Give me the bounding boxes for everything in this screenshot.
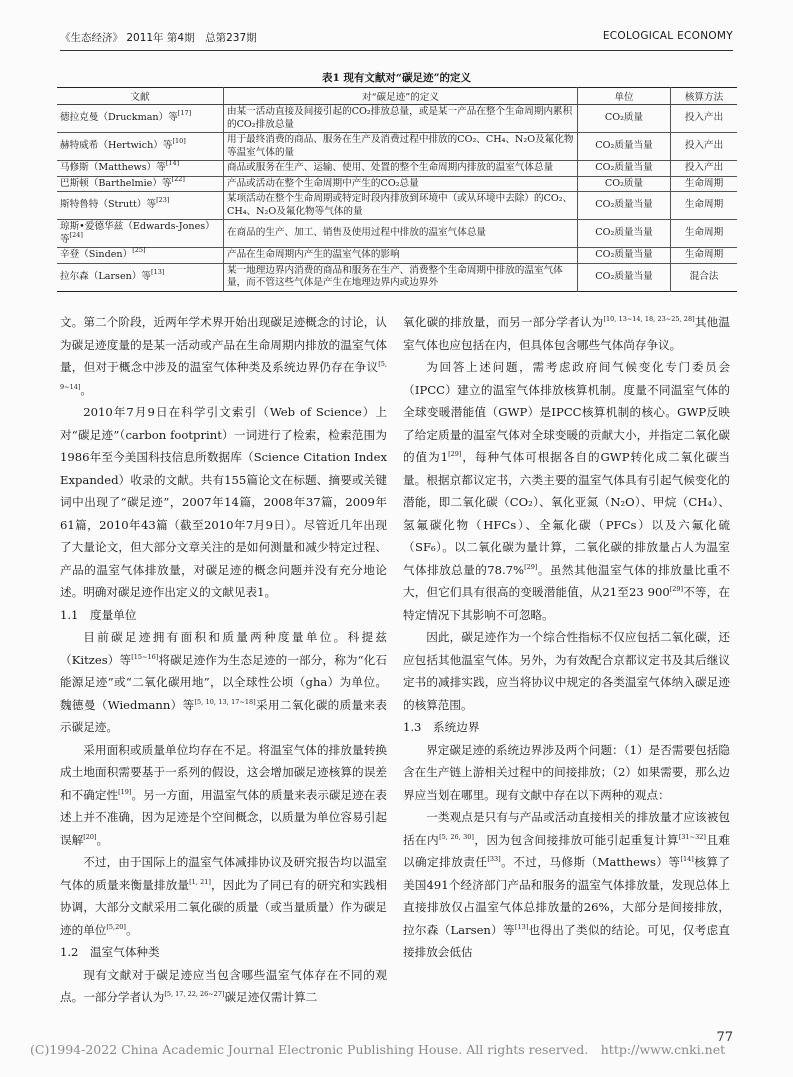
cell-unit: CO₂质量当量 [578, 263, 671, 291]
cell-method: 生命周期 [671, 192, 738, 220]
cell-unit: CO₂质量当量 [578, 192, 671, 220]
paragraph: 界定碳足迹的系统边界涉及两个问题：（1）是否需要包括隐含在生产链上游相关过程中的间接排放；（2）如果需要，那么边界应当划在哪里。现有文献中存在以下两种的观点： [403, 742, 730, 802]
citation: [13] [514, 922, 529, 931]
table-row [57, 133, 737, 161]
citation: [17] [177, 109, 192, 118]
cell-definition: 商品或服务在生产、运输、使用、处置的整个生命周期内排放的温室气体总量 [224, 161, 578, 177]
cell-reference: 辛登（Sinden）[25] [57, 248, 224, 264]
citation: [5, 17, 22, 26~27] [164, 990, 225, 998]
cell-unit: CO₂质量 [578, 176, 671, 192]
citation: [23] [156, 196, 170, 205]
citation: [29] [448, 450, 462, 458]
paragraph: 文。第二个阶段，近两年学术界开始出现碳足迹概念的讨论，认为碳足迹度量的是某一活动或产品在生命周期内排放的温室气体量，但对于概念中涉及的温室气体种类及系统边界仍存在争议[5, 9~14]。 [60, 315, 387, 397]
citation: [24] [69, 230, 83, 239]
section-heading: 1.2 温室气体种类 [60, 945, 160, 959]
cell-reference: 马修斯（Matthews）等[14] [57, 161, 224, 177]
section-heading: 1.1 度量单位 [60, 607, 137, 622]
table-header-row [57, 88, 737, 105]
page-number: 77 [716, 1030, 733, 1045]
table-row [57, 192, 737, 220]
paragraph: 氧化碳的排放量，而另一部分学者认为[10, 13~14, 18, 23~25, 28]其他温室气体也应包括在内，但具体包含哪些气体尚存争议。 [403, 315, 730, 352]
citation: [29] [524, 562, 538, 571]
cell-definition: 由某一活动直接及间接引起的CO₂排放总量，或是某一产品在整个生命周期内累积的CO₂排放总量 [224, 105, 578, 133]
cell-reference: 斯特鲁特（Strutt）等[23] [57, 192, 224, 220]
cell-unit: CO₂质量 [578, 105, 671, 133]
table-caption: 表1 现有文献对“碳足迹”的定义 [321, 72, 472, 84]
col-header-unit: 单位 [578, 88, 671, 105]
cell-method: 投入产出 [671, 133, 738, 161]
cell-unit: CO₂质量当量 [578, 248, 671, 264]
cell-reference: 德拉克曼（Druckman）等[17] [57, 105, 224, 133]
citation: [5, 10, 13, 17~18] [194, 697, 256, 706]
section-heading: 1.3 系统边界 [403, 720, 480, 734]
citation: [25] [132, 246, 146, 254]
table-row [57, 105, 737, 133]
cell-unit: CO₂质量当量 [578, 220, 671, 248]
paragraph: 因此，碳足迹作为一个综合性指标不仅应包括二氧化碳，还应包括其他温室气体。另外，为有效配合京都议定书及其后继议定书的减排实践，应当将协议中规定的各类温室气体纳入碳足迹的核算范围。 [403, 630, 730, 712]
table-row [57, 220, 737, 248]
citation: [10] [172, 137, 186, 146]
citation: [1, 21] [189, 877, 211, 886]
paragraph: 一类观点是只有与产品或活动直接相关的排放量才应该被包括在内[5, 26, 30]，因为包含间接排放可能引起重复计算[31~32]且难以确定排放责任[33]。不过，马修斯（Matthews）等[14]核算了美国491个经济部门产品和服务的温室气体排放量，发现总体上直接排放仅占温室气体总排放量的26%，大部分是间接排放，拉尔森（Larsen）等[13]也得出了类似的结论。可见，仅考虑直接排放会低估 [403, 810, 730, 959]
left-column [60, 311, 387, 1009]
table-row [57, 161, 737, 177]
cell-definition: 用于最终消费的商品、服务在生产及消费过程中排放的CO₂、CH₄、N₂O及氟化物等温室气体的量 [224, 133, 578, 161]
table-body [57, 105, 737, 292]
cell-method: 混合法 [671, 263, 738, 291]
cell-unit: CO₂质量当量 [578, 161, 671, 177]
paragraph: 目前碳足迹拥有面积和质量两种度量单位。科提兹（Kitzes）等[15~16]将碳足迹作为生态足迹的一部分，称为“化石能源足迹”或“二氧化碳用地”，以全球性公顷（gha）为单位。魏德曼（Wiedmann）等[5, 10, 13, 17~18]采用二氧化碳的质量来表示碳足迹。 [60, 630, 387, 734]
citation: [13] [151, 267, 165, 276]
table-row [57, 263, 737, 291]
running-header [60, 30, 733, 46]
col-header-method: 核算方法 [671, 88, 738, 105]
citation: [19] [118, 787, 132, 796]
cell-method: 生命周期 [671, 248, 738, 264]
citation: [15~16] [131, 652, 159, 661]
cell-method: 投入产出 [671, 161, 738, 177]
cell-definition: 某一地理边界内消费的商品和服务在生产、消费整个生命周期中排放的温室气体量，而不管这些气体是产生在地理边界内或边界外 [224, 263, 578, 291]
journal-name: ECOLOGICAL ECONOMY [602, 30, 733, 42]
citation: [31~32] [678, 832, 706, 841]
table-row [57, 248, 737, 264]
citation: [14] [165, 159, 180, 167]
cell-definition: 产品在生命周期内产生的温室气体的影响 [224, 248, 578, 264]
paragraph: 采用面积或质量单位均存在不足。将温室气体的排放量转换成土地面积需要基于一系列的假设，这会增加碳足迹核算的误差和不确定性[19]。另一方面，用温室气体的质量来表示碳足迹在表述上并不准确，因为足迹是个空间概念，以质量为单位容易引起误解[20]。 [60, 742, 387, 847]
cell-reference: 琼斯•爱德华兹（Edwards-Jones）等[24] [57, 220, 224, 248]
cell-reference: 赫特威希（Hertwich）等[10] [57, 133, 224, 161]
header-rule [60, 50, 733, 51]
citation: [10, 13~14, 18, 23~25, 28] [603, 315, 695, 323]
cell-unit: CO₂质量当量 [578, 133, 671, 161]
citation: [33] [487, 855, 501, 863]
cell-reference: 巴斯顿（Barthelmie）等[22] [57, 176, 224, 192]
citation: [29] [669, 585, 684, 593]
cell-definition: 产品或活动在整个生命周期中产生的CO₂总量 [224, 176, 578, 192]
col-header-reference: 文献 [57, 88, 224, 105]
cell-method: 生命周期 [671, 220, 738, 248]
cell-method: 投入产出 [671, 105, 738, 133]
table-row [57, 176, 737, 192]
definitions-table [57, 87, 737, 292]
right-column [403, 311, 730, 964]
citation: [20] [83, 832, 97, 841]
paragraph: 为回答上述问题，需考虑政府间气候变化专门委员会（IPCC）建立的温室气体排放核算机制。度量不同温室气体的全球变暖潜能值（GWP）是IPCC核算机制的核心。GWP反映了给定质量的温室气体对全球变暖的贡献大小，并指定二氧化碳的值为1[29]，每种气体可根据各自的GWP转化成二氧化碳当量。根据京都议定书，六类主要的温室气体具有引起气候变化的潜能，即二氧化碳（CO₂）、氧化亚氮（N₂O）、甲烷（CH₄）、氢氟碳化物（HFCs）、全氟化碳（PFCs）以及六氟化硫（SF₆）。以二氧化碳为量计算，二氧化碳的排放量占人为温室气体排放总量的78.7%[29]。虽然其他温室气体的排放量比重不大，但它们具有很高的变暖潜能值，从21至23 900[29]不等，在特定情况下其影响不可忽略。 [403, 360, 730, 622]
citation: [5, 9~14] [60, 360, 387, 391]
cell-reference: 拉尔森（Larsen）等[13] [57, 263, 224, 291]
copyright-line: (C)1994-2022 China Academic Journal Electronic Publishing House. All rights reserved. http://www.cnki.net [30, 1042, 726, 1057]
cell-definition: 在商品的生产、加工、销售及使用过程中排放的温室气体总量 [224, 220, 578, 248]
cell-definition: 某项活动在整个生命周期或特定时段内排放到环境中（或从环境中去除）的CO₂、CH₄、N₂O及氟化物等气体的量 [224, 192, 578, 220]
page-footer [30, 1030, 733, 1060]
col-header-definition: 对“碳足迹”的定义 [224, 88, 578, 105]
citation: [5,20] [106, 922, 126, 931]
cell-method: 生命周期 [671, 176, 738, 192]
paragraph: 2010年7月9日在科学引文索引（Web of Science）上对“碳足迹”（carbon footprint）一词进行了检索，检索范围为1986年至今美国科技信息所数据库（Science Citation Index Expanded）收录的文献。共有155篇论文在标题、摘要或关键词中出现了“碳足迹”，2007年14篇，2008年37篇，2009年61篇，2010年43篇（截至2010年7月9日）。尽管近几年出现了大量论文，但大部分文章关注的是如何测量和减少特定过程、产品的温室气体排放量，对碳足迹的概念问题并没有充分地论述。明确对碳足迹作出定义的文献见表1。 [60, 405, 387, 599]
citation: [5, 26, 30] [439, 832, 474, 841]
paragraph: 不过，由于国际上的温室气体减排协议及研究报告均以温室气体的质量来衡量排放量[1, 21]，因此为了同已有的研究和实践相协调，大部分文献采用二氧化碳的质量（或当量质量）作为碳足迹的单位[5,20]。 [60, 855, 387, 937]
journal-issue: 《生态经济》 2011年 第4期 总第237期 [60, 32, 257, 44]
paragraph: 现有文献对于碳足迹应当包含哪些温室气体存在不同的观点。一部分学者认为[5, 17, 22, 26~27]碳足迹仅需计算二 [60, 967, 387, 1004]
citation: [22] [171, 174, 185, 183]
citation: [14] [680, 855, 694, 863]
